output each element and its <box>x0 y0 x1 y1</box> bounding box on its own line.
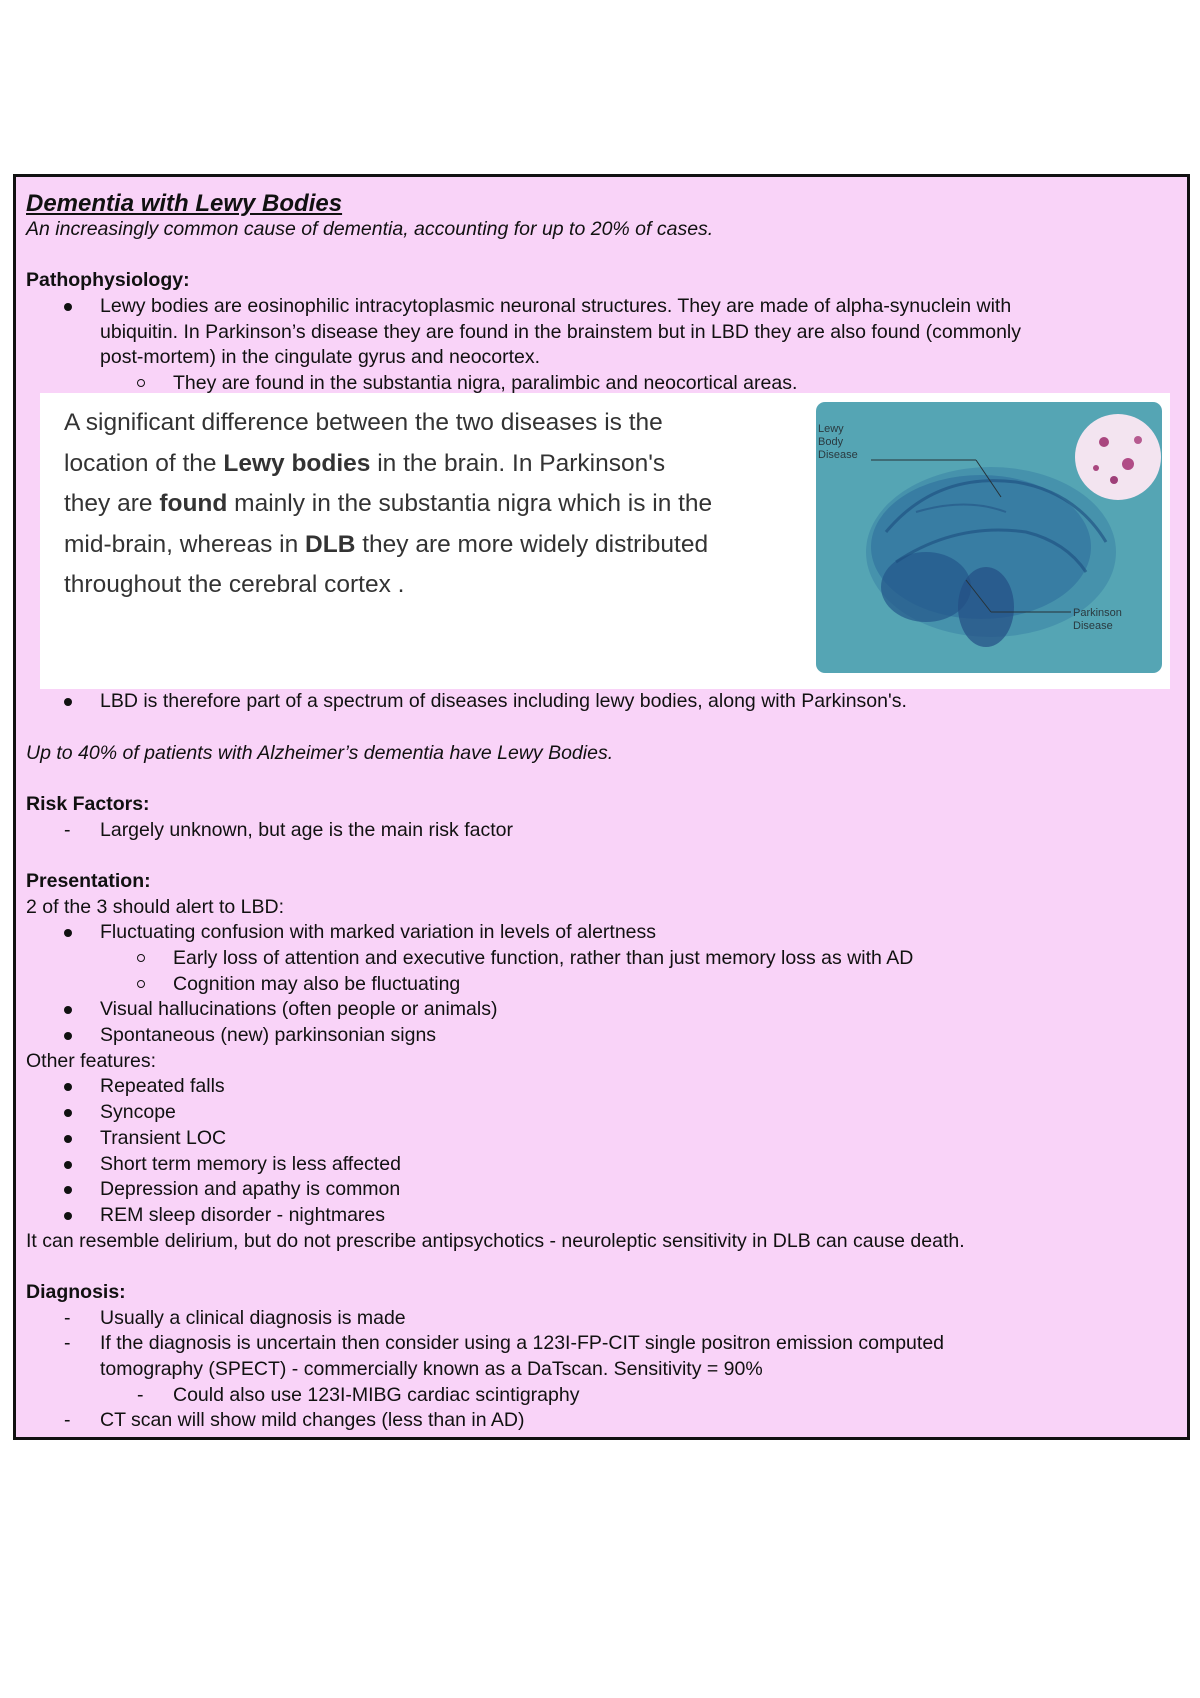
sub-bullet-icon <box>137 379 145 387</box>
list-item: - Could also use 123I-MIBG cardiac scintigraphy <box>26 1383 1177 1409</box>
dash-marker: - <box>64 1409 71 1432</box>
page-title: Dementia with Lewy Bodies <box>26 190 343 217</box>
dash-marker: - <box>64 1332 71 1355</box>
alzheimers-note: Up to 40% of patients with Alzheimer’s dementia have Lewy Bodies. <box>26 741 614 764</box>
sub-bullet-icon <box>137 980 145 988</box>
parkinson-label-2: Disease <box>1073 620 1113 633</box>
bullet-icon <box>64 1083 72 1091</box>
list-item: Syncope <box>26 1100 1177 1126</box>
bullet-icon <box>64 1032 72 1040</box>
bullet-icon <box>64 1212 72 1220</box>
list-item: LBD is therefore part of a spectrum of diseases including lewy bodies, along with Parkinson's. <box>26 689 1177 715</box>
list-item: Fluctuating confusion with marked variation in levels of alertness <box>26 920 1177 946</box>
bullet-icon <box>64 1109 72 1117</box>
list-item: Early loss of attention and executive function, rather than just memory loss as with AD <box>26 946 1177 972</box>
dash-marker: - <box>137 1383 144 1406</box>
other-features-heading: Other features: <box>26 1049 157 1072</box>
figure-caption: A significant difference between the two diseases is the location of the Lewy bodies in the brain. In Parkinson's they are found mainly in the substantia nigra which is in the mid-brain, whereas in DLB they are more widely distributed throughout the cerebral cortex . <box>64 409 713 599</box>
bullet-icon <box>64 698 72 706</box>
bullet-icon <box>64 303 72 311</box>
pathophysiology-heading: Pathophysiology: <box>26 269 190 292</box>
bullet-icon <box>64 1006 72 1014</box>
comparison-figure <box>40 393 1170 689</box>
presentation-note: It can resemble delirium, but do not prescribe antipsychotics - neuroleptic sensitivity in DLB can cause death. <box>26 1229 965 1252</box>
presentation-intro: 2 of the 3 should alert to LBD: <box>26 895 284 918</box>
lewy-label-2: Body <box>818 436 844 449</box>
list-item: - Largely unknown, but age is the main risk factor <box>26 818 1177 844</box>
list-item: Short term memory is less affected <box>26 1152 1177 1178</box>
list-item: - If the diagnosis is uncertain then consider using a 123I-FP-CIT single positron emission computed tomography (SPECT) - commercially known as a DaTscan. Sensitivity = 90% <box>64 1332 945 1380</box>
lewy-label-1: Lewy <box>818 423 844 436</box>
list-item: - CT scan will show mild changes (less than in AD) <box>26 1408 1177 1434</box>
parkinson-label-1: Parkinson <box>1073 607 1122 620</box>
list-item: Depression and apathy is common <box>26 1177 1177 1203</box>
bullet-icon <box>64 1186 72 1194</box>
lewy-label-3: Disease <box>818 449 858 462</box>
list-item: Repeated falls <box>26 1074 1177 1100</box>
list-item: REM sleep disorder - nightmares <box>26 1203 1177 1229</box>
dash-marker: - <box>64 1306 71 1329</box>
subtitle: An increasingly common cause of dementia, accounting for up to 20% of cases. <box>26 218 714 240</box>
bullet-icon <box>64 929 72 937</box>
dash-marker: - <box>64 818 71 841</box>
list-item: Cognition may also be fluctuating <box>26 972 1177 998</box>
sub-bullet-icon <box>137 954 145 962</box>
document-body <box>26 191 1177 1434</box>
brain-illustration <box>816 402 1162 673</box>
list-item: They are found in the substantia nigra, paralimbic and neocortical areas. <box>26 371 1177 393</box>
list-item: Visual hallucinations (often people or animals) <box>26 997 1177 1023</box>
list-item: - Usually a clinical diagnosis is made <box>26 1306 1177 1332</box>
presentation-heading: Presentation: <box>26 869 151 892</box>
risk-factors-heading: Risk Factors: <box>26 792 150 815</box>
bullet-icon <box>64 1161 72 1169</box>
list-item: Transient LOC <box>26 1126 1177 1152</box>
diagnosis-heading: Diagnosis: <box>26 1280 126 1303</box>
list-item: Lewy bodies are eosinophilic intracytoplasmic neuronal structures. They are made of alpha-synuclein with ubiquitin. In Parkinson’s disease they are found in the brainstem but in LBD they are also found (commonly post-mortem) in the cingulate gyrus and neocortex. <box>26 294 1177 371</box>
bullet-icon <box>64 1135 72 1143</box>
content-box <box>13 174 1190 1440</box>
list-item: Spontaneous (new) parkinsonian signs <box>26 1023 1177 1049</box>
